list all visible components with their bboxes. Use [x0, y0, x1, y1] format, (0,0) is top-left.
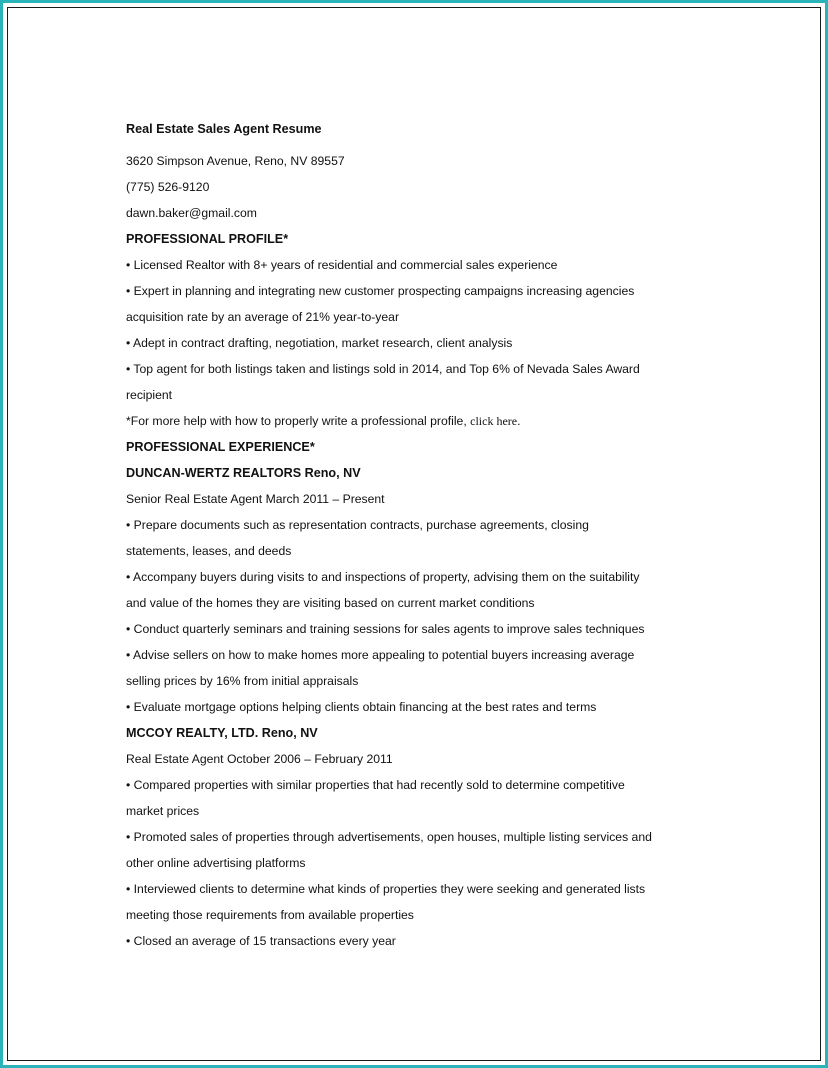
- job-line: • Evaluate mortgage options helping clients obtain financing at the best rates and terms: [126, 700, 597, 714]
- profile-line: acquisition rate by an average of 21% year-to-year: [126, 310, 400, 324]
- job-line: meeting those requirements from available properties: [126, 908, 414, 922]
- profile-line: • Adept in contract drafting, negotiation, market research, client analysis: [126, 336, 513, 350]
- profile-line: • Licensed Realtor with 8+ years of residential and commercial sales experience: [126, 258, 558, 272]
- job-line: • Conduct quarterly seminars and training sessions for sales agents to improve sales techniques: [126, 622, 645, 636]
- job-line: • Compared properties with similar properties that had recently sold to determine competitive: [126, 778, 625, 792]
- profile-help-period: .: [517, 414, 521, 428]
- click-here-link[interactable]: click here: [470, 414, 518, 428]
- profile-help-text: *For more help with how to properly write a professional profile,: [126, 414, 467, 428]
- profile-heading: PROFESSIONAL PROFILE*: [126, 232, 289, 246]
- profile-line: • Top agent for both listings taken and listings sold in 2014, and Top 6% of Nevada Sales Award: [126, 362, 640, 376]
- job-line: selling prices by 16% from initial appraisals: [126, 674, 359, 688]
- experience-heading: PROFESSIONAL EXPERIENCE*: [126, 440, 315, 454]
- job-line: • Advise sellers on how to make homes more appealing to potential buyers increasing average: [126, 648, 635, 662]
- job-line: • Interviewed clients to determine what kinds of properties they were seeking and generated lists: [126, 882, 646, 896]
- job-line: statements, leases, and deeds: [126, 544, 292, 558]
- profile-help-note: [126, 408, 706, 434]
- job-line: • Accompany buyers during visits to and inspections of property, advising them on the suitability: [126, 570, 640, 584]
- contact-address: 3620 Simpson Avenue, Reno, NV 89557: [126, 154, 345, 168]
- job-role: Real Estate Agent October 2006 – February 2011: [126, 752, 393, 766]
- profile-line: recipient: [126, 388, 173, 402]
- job-line: and value of the homes they are visiting based on current market conditions: [126, 596, 535, 610]
- resume-body: [126, 116, 706, 954]
- job-role: Senior Real Estate Agent March 2011 – Present: [126, 492, 385, 506]
- profile-line: • Expert in planning and integrating new customer prospecting campaigns increasing agencies: [126, 284, 635, 298]
- job-line: • Promoted sales of properties through advertisements, open houses, multiple listing services and: [126, 830, 652, 844]
- job-line: other online advertising platforms: [126, 856, 306, 870]
- job-line: • Closed an average of 15 transactions every year: [126, 934, 396, 948]
- job-company: MCCOY REALTY, LTD. Reno, NV: [126, 726, 318, 740]
- job-company: DUNCAN-WERTZ REALTORS Reno, NV: [126, 466, 361, 480]
- contact-email: dawn.baker@gmail.com: [126, 206, 257, 220]
- resume-title: Real Estate Sales Agent Resume: [126, 122, 322, 136]
- job-line: market prices: [126, 804, 200, 818]
- job-line: • Prepare documents such as representation contracts, purchase agreements, closing: [126, 518, 589, 532]
- contact-phone: (775) 526-9120: [126, 180, 210, 194]
